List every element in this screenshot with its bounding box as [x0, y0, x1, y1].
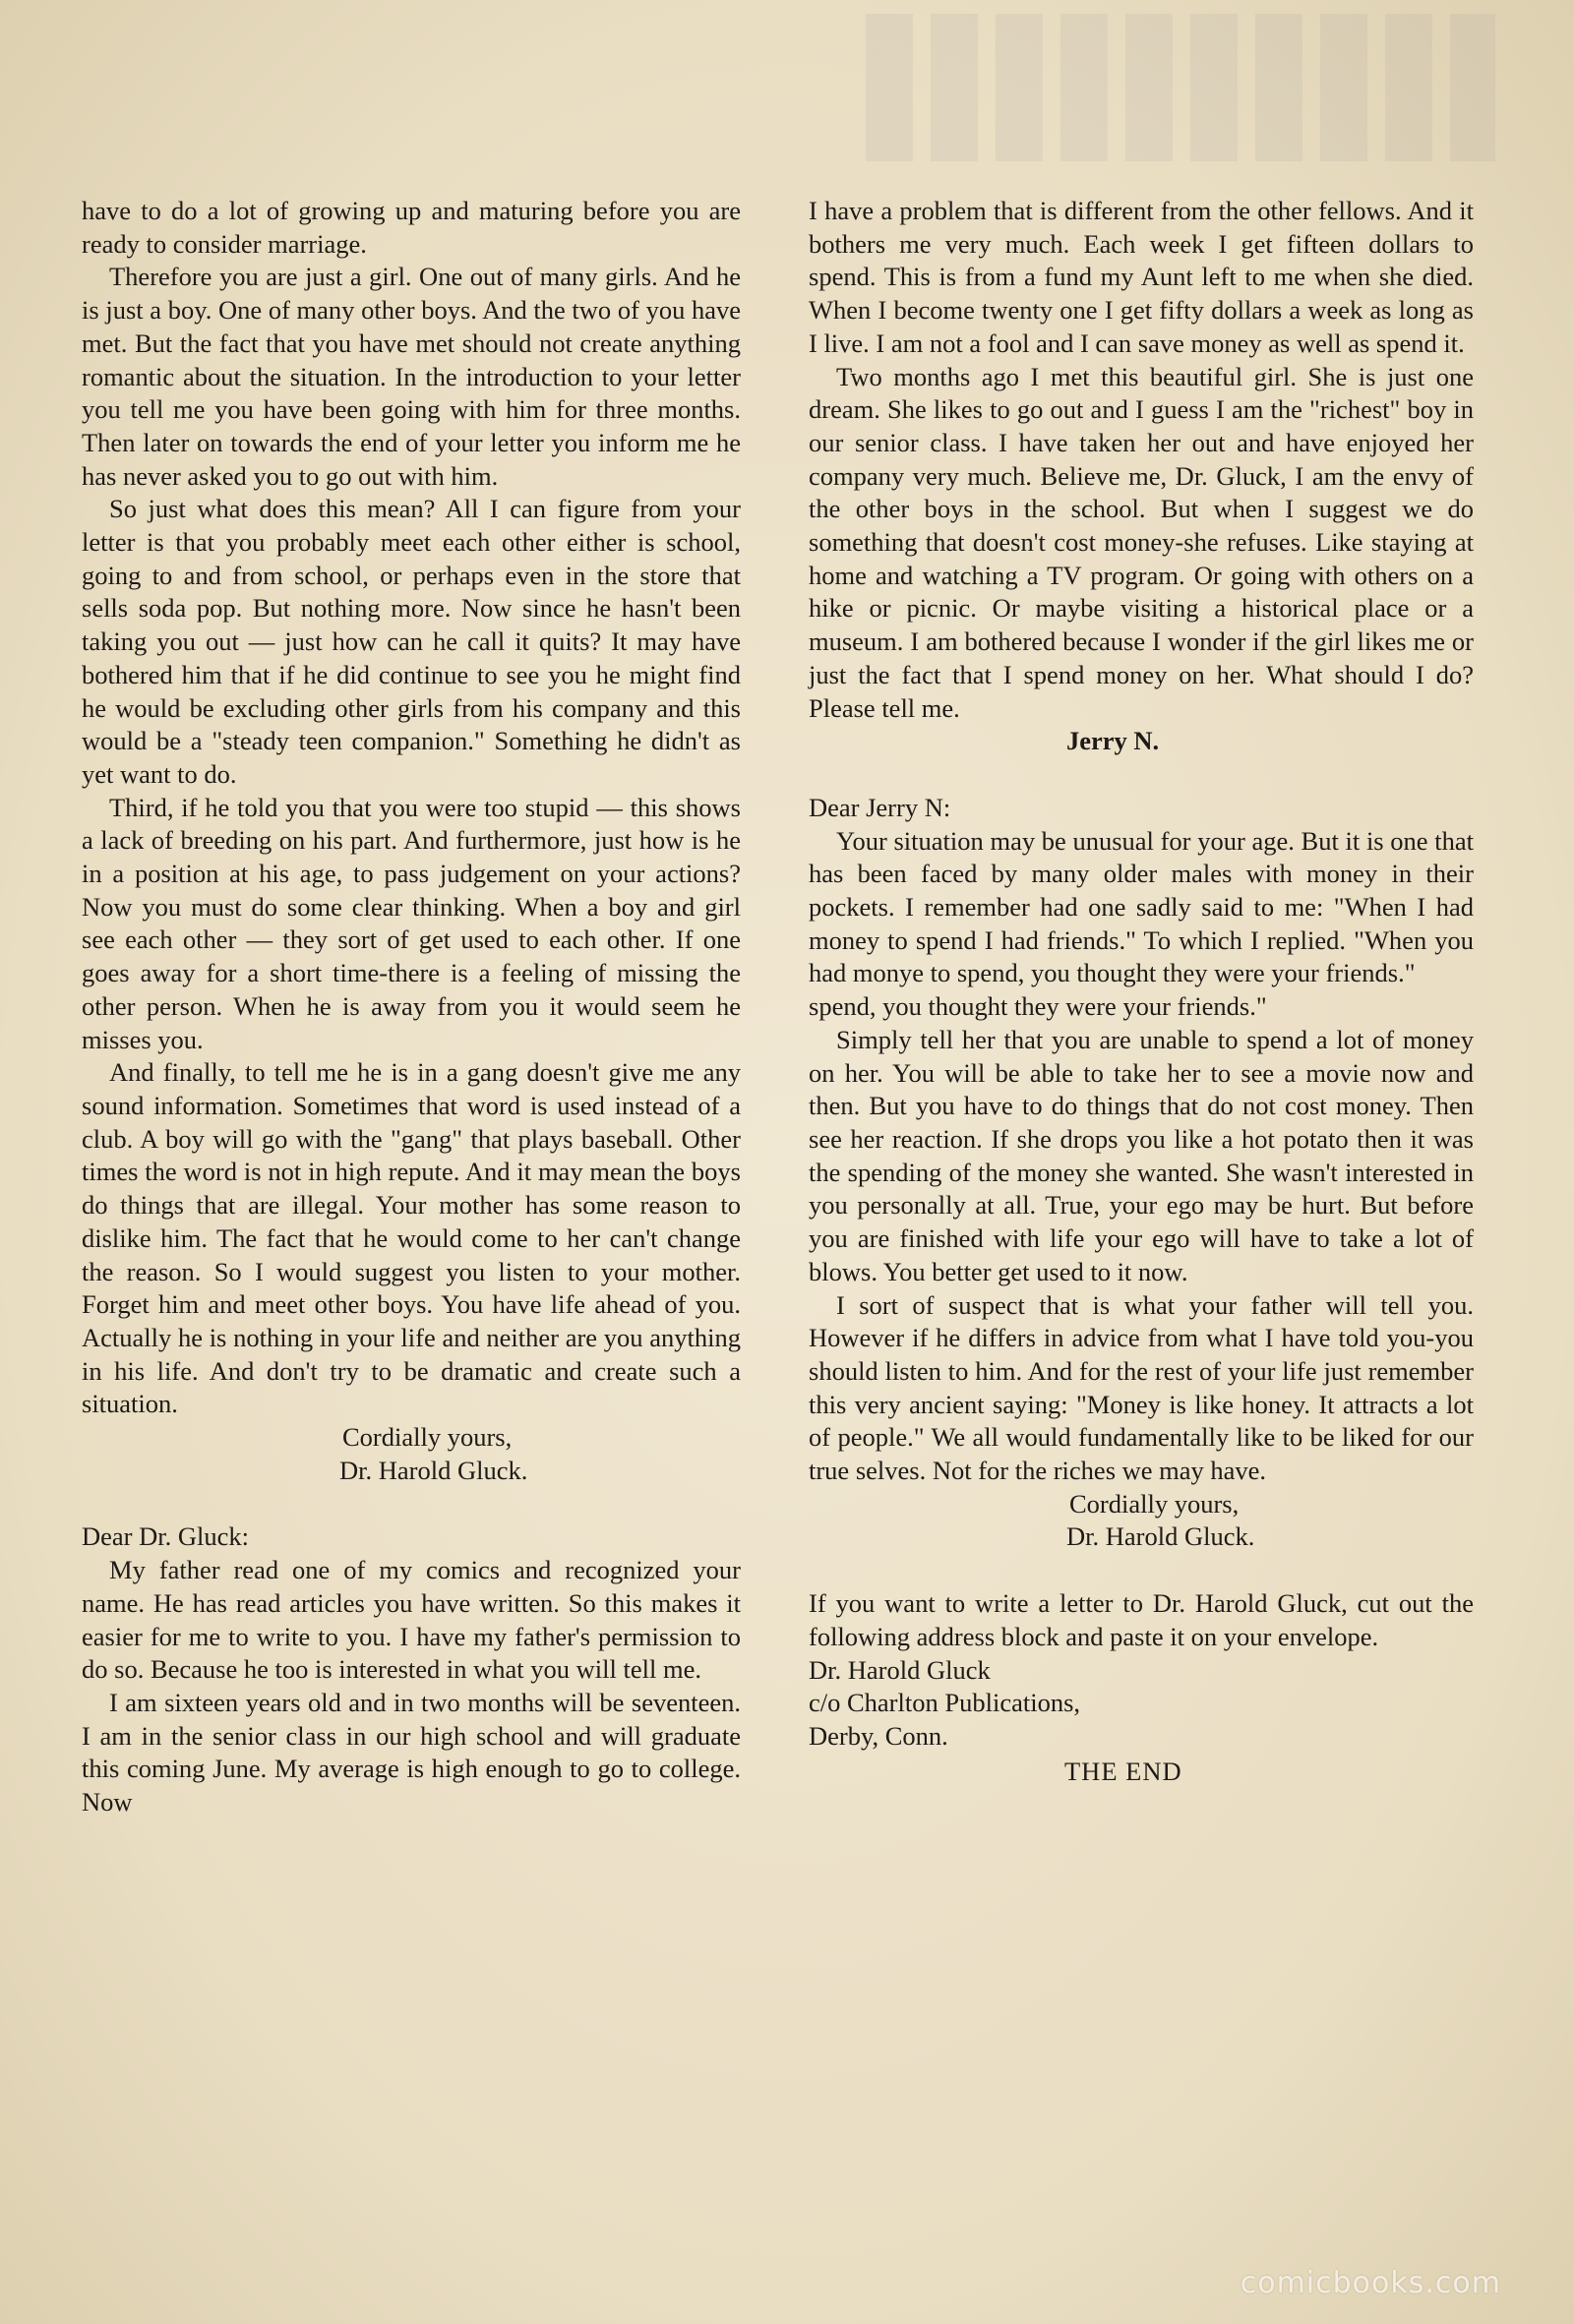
signature: Dr. Harold Gluck. — [1066, 1521, 1255, 1552]
left-column — [82, 195, 741, 1819]
bleed-through-shadow — [866, 14, 1495, 161]
closing-line: Cordially yours, — [1069, 1488, 1240, 1519]
right-column — [809, 195, 1474, 1788]
salutation: Dear Jerry N: — [809, 792, 951, 822]
address-line: Derby, Conn. — [809, 1720, 948, 1751]
signature: Dr. Harold Gluck. — [339, 1455, 528, 1485]
site-watermark: comicbooks.com — [1240, 2266, 1501, 2300]
closing-line: Cordially yours, — [342, 1422, 513, 1453]
paragraph: And finally, to tell me he is in a gang doesn't give me any sound information. Sometimes that word is used instead of a club. A boy will go with the "gang" that plays baseball. Other times the word is not in high repute. And it may mean the boys do things that are illegal. Your mother has some reason to dislike him. The fact that he would come to her can't change the reason. So I would suggest you listen to your mother. Forget him and meet other boys. You have life ahead of you. Actually he is nothing in your life and neither are you anything in his life. And don't try to be dramatic and create such a situation. — [82, 1057, 741, 1419]
paragraph: Two months ago I met this beautiful girl. She is just one dream. She likes to go out and I guess I am the "richest" boy in our senior class. I have taken her out and have enjoyed her company very much. Believe me, Dr. Gluck, I am the envy of the other boys in the school. But when I suggest we do something that doesn't cost money-she refuses. Like staying at home and watching a TV program. Or going with others on a hike or picnic. Or maybe visiting a historical place or a museum. I am bothered because I wonder if the girl likes me or just the fact that I spend money on her. What should I do? Please tell me. — [809, 361, 1474, 723]
paragraph: So just what does this mean? All I can figure from your letter is that you probably meet each other either is school, going to and from school, or perhaps even in the store that sells soda pop. But nothing more. Now since he hasn't been taking you out — just how can he call it quits? It may have bothered him that if he did continue to see you he might find he would be excluding other girls from his company and this would be a "steady teen companion." Something he didn't as yet want to do. — [82, 494, 741, 789]
paragraph: I sort of suspect that is what your father will tell you. However if he differs in advice from what I have told you-you should listen to him. And for the rest of your life just remember this very ancient saying: "Money is like honey. It attracts a lot of people." We all would fundamentally like to be liked for our true selves. Not for the riches we may have. — [809, 1289, 1474, 1486]
paragraph: Therefore you are just a girl. One out of many girls. And he is just a boy. One of many other boys. And the two of you have met. But the fact that you have met should not create anything romantic about the situation. In the introduction to your letter you tell me you have been going with him for three months. Then later on towards the end of your letter you inform me he has never asked you to go out with him. — [82, 262, 741, 491]
the-end-label: THE END — [1064, 1756, 1182, 1786]
address-line: Dr. Harold Gluck — [809, 1654, 991, 1685]
paragraph: have to do a lot of growing up and maturing before you are ready to consider marriage. — [82, 196, 741, 259]
address-instructions: If you want to write a letter to Dr. Harold Gluck, cut out the following address block and paste it on your envelope. — [809, 1588, 1474, 1651]
paragraph-duplicate-line: spend, you thought they were your friends." — [809, 991, 1267, 1022]
paragraph: I have a problem that is different from the other fellows. And it bothers me very much. Each week I get fifteen dollars to spend. This is from a fund my Aunt left to me when she died. When I become twenty one I get fifty dollars a week as long as I live. I am not a fool and I can save money as well as spend it. — [809, 196, 1474, 358]
paragraph: I am sixteen years old and in two months will be seventeen. I am in the senior class in our high school and will graduate this coming June. My average is high enough to go to college. Now — [82, 1687, 741, 1817]
paragraph: Simply tell her that you are unable to spend a lot of money on her. You will be able to take her to see a movie now and then. But you have to do things that do not cost money. Then see her reaction. If she drops you like a hot potato then it was the spending of the money she wanted. She wasn't interested in you personally at all. True, your ego may be hurt. But before you are finished with life your ego will have to take a lot of blows. You better get used to it now. — [809, 1024, 1474, 1286]
letter-signature: Jerry N. — [1066, 726, 1160, 756]
paragraph: Your situation may be unusual for your age. But it is one that has been faced by many older males with money in their pockets. I remember had one sadly said to me: "When I had money to spend I had friends." To which I replied. "When you had monye to spend, you thought they were your friends." — [809, 825, 1474, 988]
paragraph: Third, if he told you that you were too stupid — this shows a lack of breeding on his part. And furthermore, just how is he in a position at his age, to pass judgement on your actions? Now you must do some clear thinking. When a boy and girl see each other — they sort of get used to each other. If one goes away for a short time-there is a feeling of missing the other person. When he is away from you it would seem he misses you. — [82, 792, 741, 1054]
paragraph: My father read one of my comics and recognized your name. He has read articles you have written. So this makes it easier for me to write to you. I have my father's permission to do so. Because he too is interested in what you will tell me. — [82, 1555, 741, 1685]
address-line: c/o Charlton Publications, — [809, 1688, 1081, 1718]
salutation: Dear Dr. Gluck: — [82, 1521, 249, 1552]
